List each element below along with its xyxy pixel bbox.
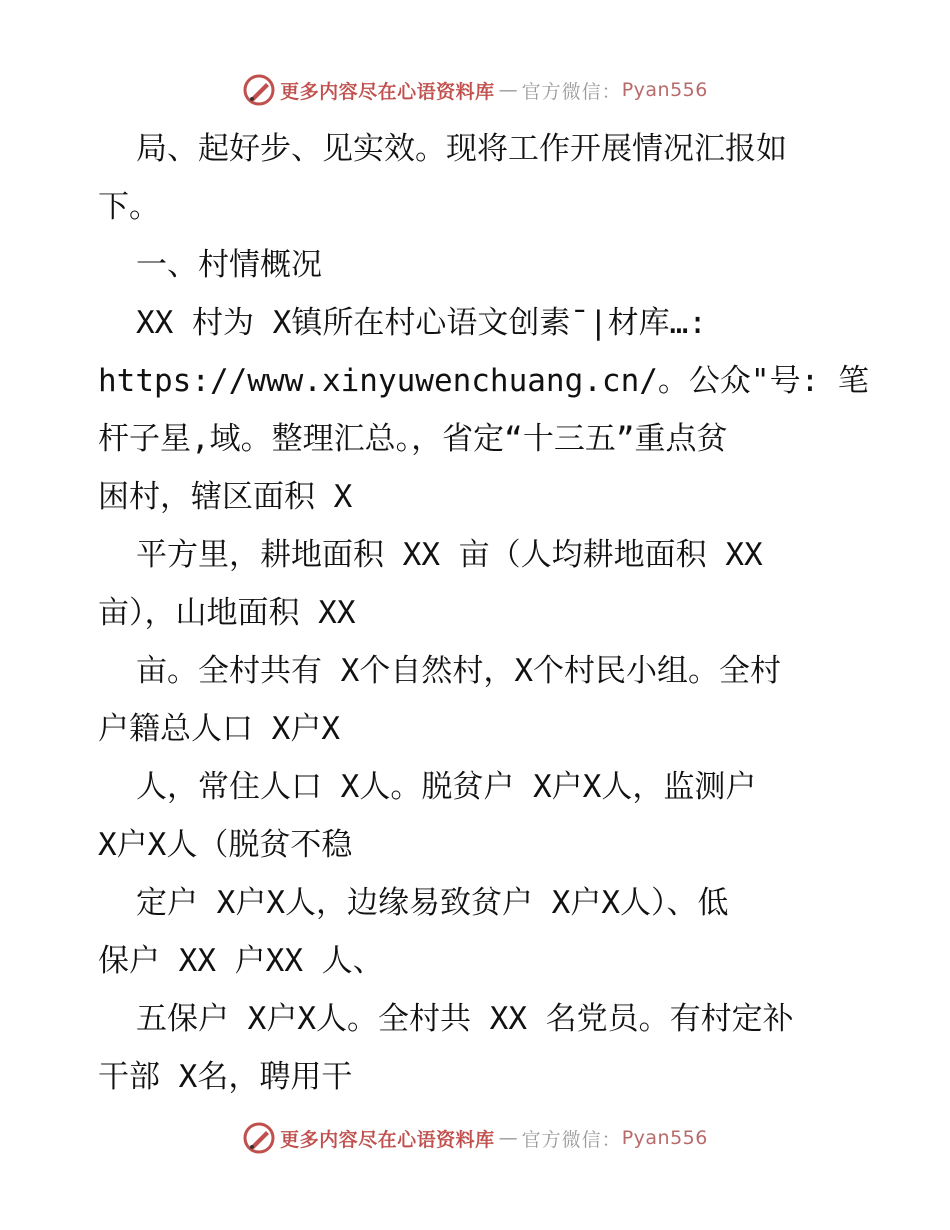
body-line: 杆子星,域。整理汇总。，省定“十三五”重点贫 xyxy=(98,421,728,457)
banner-separator: — xyxy=(498,79,518,101)
body-line: 五保户 X户X人。全村共 XX 名党员。有村定补 xyxy=(136,1001,794,1037)
pen-logo-icon xyxy=(242,73,276,107)
banner-separator: — xyxy=(498,1127,518,1149)
body-line: 保户 XX 户XX 人、 xyxy=(98,943,384,979)
document-body xyxy=(98,120,868,1106)
body-line: 下。 xyxy=(98,189,160,225)
body-line: 人，常住人口 X人。脱贫户 X户X人，监测户 xyxy=(136,769,757,805)
body-line: 亩），山地面积 XX xyxy=(98,595,356,631)
body-line: 局、起好步、见实效。现将工作开展情况汇报如 xyxy=(136,131,787,167)
body-line: 亩。全村共有 X个自然村，X个村民小组。全村 xyxy=(136,653,781,689)
banner-wechat-label: 官方微信： xyxy=(521,1128,622,1151)
body-line: X户X人（脱贫不稳 xyxy=(98,827,353,863)
footer-watermark xyxy=(0,1118,950,1158)
banner-wechat-label: 官方微信： xyxy=(521,80,622,103)
body-line: 平方里，耕地面积 XX 亩（人均耕地面积 XX xyxy=(136,537,763,573)
section-heading: 一、村情概况 xyxy=(136,247,322,283)
pen-logo-icon xyxy=(242,1121,276,1155)
body-line: 定户 X户X人，边缘易致贫户 X户X人）、低 xyxy=(136,885,729,921)
banner-brand-text: 更多内容尽在心语资料库 xyxy=(280,80,495,103)
banner-wechat-id: Pyan556 xyxy=(621,79,708,101)
body-line: 户籍总人口 X户X xyxy=(98,711,340,747)
banner-wechat-id: Pyan556 xyxy=(621,1127,708,1149)
body-line: XX 村为 X镇所在村心语文创素¯|材库…: xyxy=(136,305,707,341)
header-watermark xyxy=(0,70,950,110)
body-line: 干部 X名，聘用干 xyxy=(98,1059,353,1095)
banner-brand-text: 更多内容尽在心语资料库 xyxy=(280,1128,495,1151)
body-line: https://www.xinyuwenchuang.cn/。公众"号: 笔 xyxy=(98,363,869,399)
body-line: 困村，辖区面积 X xyxy=(98,479,353,515)
